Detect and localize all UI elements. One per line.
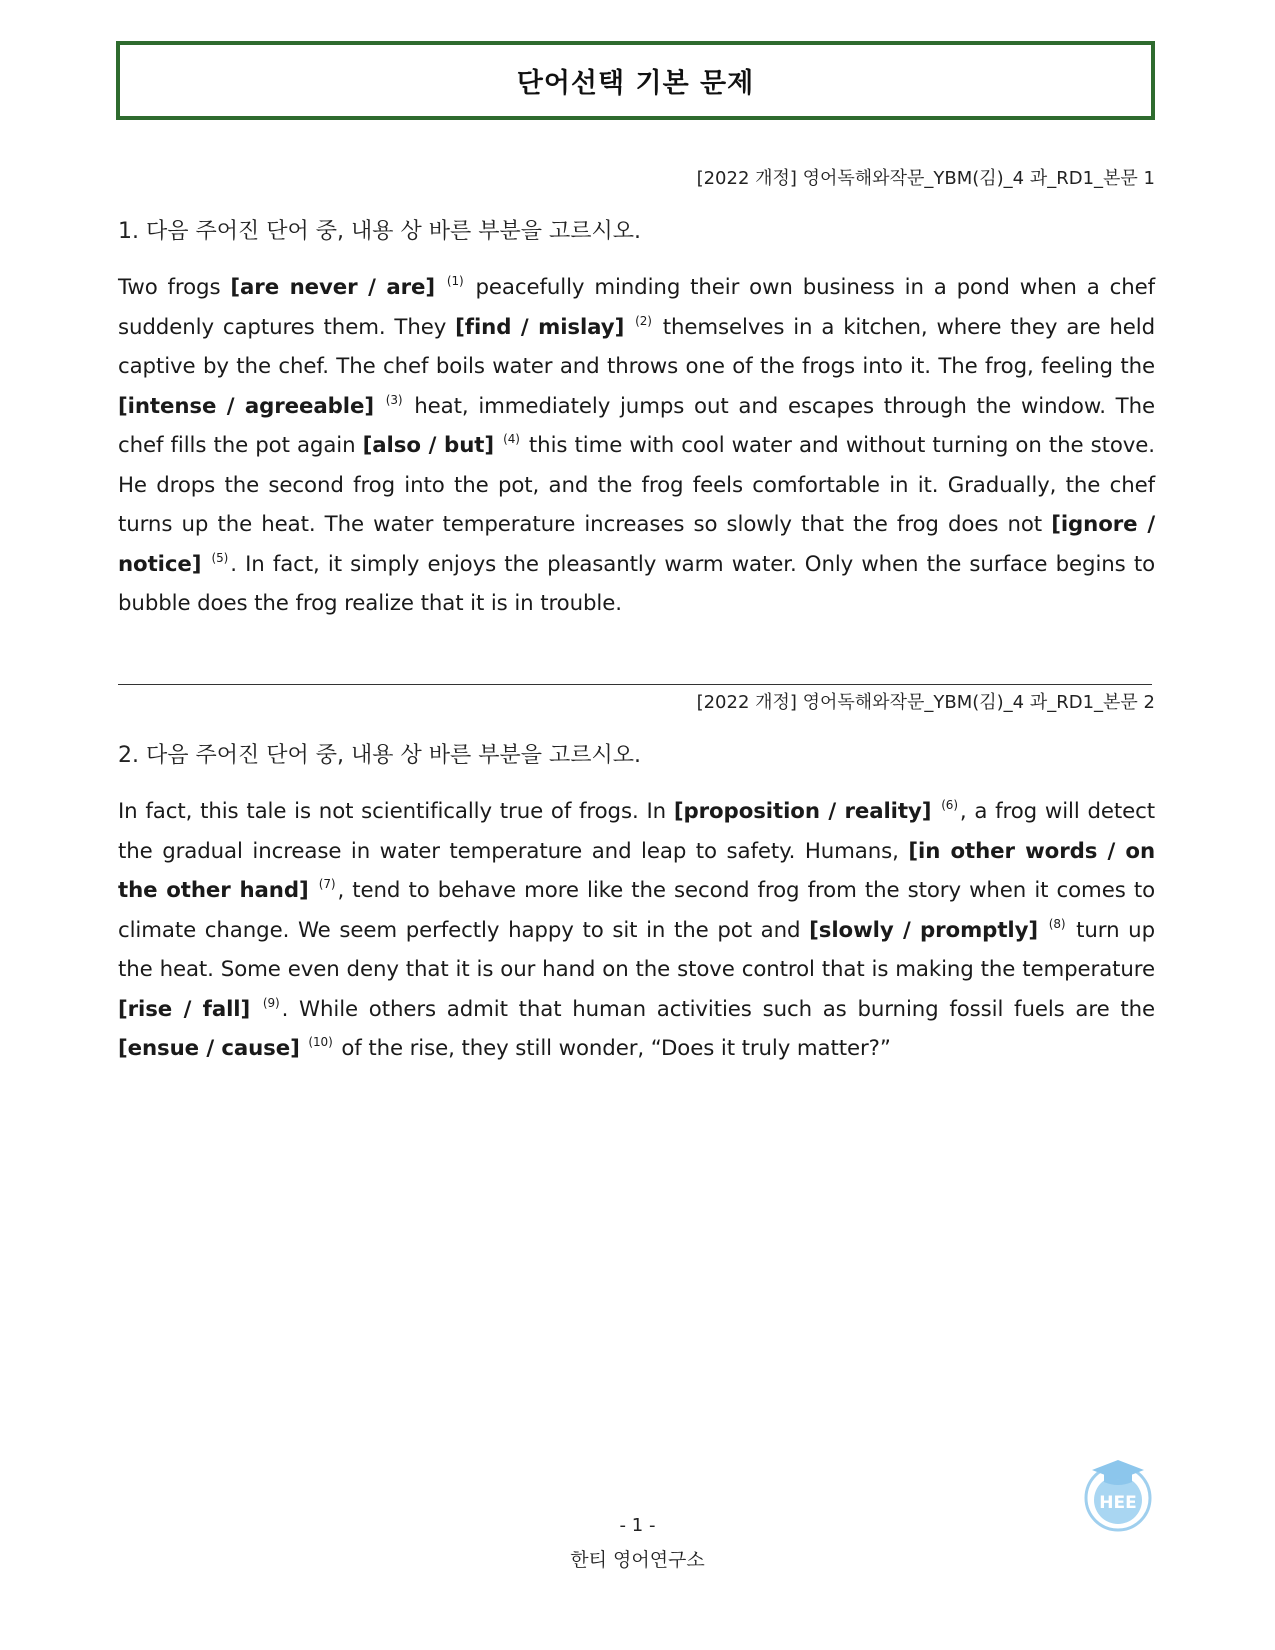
choice-number: (3) bbox=[385, 392, 403, 407]
choice-number: (2) bbox=[635, 313, 652, 328]
word-choice: [find / mislay] bbox=[455, 314, 625, 340]
choice-number: (10) bbox=[308, 1035, 333, 1049]
choice-number: (1) bbox=[446, 274, 464, 288]
passage-text: peacefully minding their own business in a pond when a chef suddenly captures them. They bbox=[118, 275, 1156, 340]
choice-number: (7) bbox=[318, 877, 336, 891]
choice-number: (8) bbox=[1048, 916, 1066, 931]
word-choice: [ignore / notice] bbox=[118, 512, 1155, 577]
passage-text: heat, immediately jumps out and escapes through the window. The chef fills the pot again bbox=[118, 393, 1155, 458]
section-1-passage bbox=[118, 268, 1155, 624]
page-number: - 1 - bbox=[619, 1515, 656, 1536]
word-choice: [rise / fall] bbox=[118, 996, 251, 1022]
choice-number: (6) bbox=[941, 798, 958, 812]
choice-number: (9) bbox=[262, 995, 280, 1010]
section-1-question: 1. 다음 주어진 단어 중, 내용 상 바른 부분을 고르시오. bbox=[118, 219, 641, 244]
title-box bbox=[116, 41, 1155, 120]
passage-text: , tend to behave more like the second frog from the story when it comes to climate change. We seem perfectly happy to sit in the pot and bbox=[118, 878, 1155, 943]
passage-text: , a frog will detect the gradual increase in water temperature and leap to safety. Humans, bbox=[118, 799, 1155, 864]
section-2-passage bbox=[118, 792, 1155, 1069]
passage-text: this time with cool water and without turning on the stove. He drops the second frog into the pot, and the frog feels comfortable in it. Gradually, the chef turns up the heat. The water temperature increases so slowly that the frog does not bbox=[118, 433, 1155, 537]
choice-number: (5) bbox=[211, 550, 229, 565]
passage-text: Two frogs bbox=[118, 275, 231, 300]
hee-logo bbox=[1078, 1452, 1158, 1532]
page-title: 단어선택 기본 문제 bbox=[516, 68, 755, 99]
passage-text: themselves in a kitchen, where they are held captive by the chef. The chef boils water and throws one of the frogs into it. The frog, feeling the bbox=[118, 314, 1155, 379]
word-choice: [proposition / reality] bbox=[673, 799, 932, 824]
section-2-source: [2022 개정] 영어독해와작문_YBM(김)_4 과_RD1_본문 2 bbox=[696, 692, 1155, 713]
passage-text: turn up the heat. Some even deny that it is our hand on the stove control that is making the temperature bbox=[118, 917, 1155, 982]
passage-text: of the rise, they still wonder, “Does it truly matter?” bbox=[334, 1036, 891, 1061]
passage-text: . While others admit that human activities such as burning fossil fuels are the bbox=[281, 996, 1155, 1022]
passage-text: . In fact, it simply enjoys the pleasantly warm water. Only when the surface begins to bubble does the frog realize that it is in trouble. bbox=[118, 551, 1156, 616]
word-choice: [also / but] bbox=[362, 433, 494, 458]
choice-number: (4) bbox=[503, 432, 520, 446]
word-choice: [are never / are] bbox=[230, 275, 435, 300]
graduation-cap-icon bbox=[1092, 1460, 1144, 1480]
logo-text: HEE bbox=[1099, 1493, 1137, 1513]
section-2-question: 2. 다음 주어진 단어 중, 내용 상 바른 부분을 고르시오. bbox=[118, 743, 641, 768]
word-choice: [in other words / on the other hand] bbox=[118, 838, 1156, 903]
section-divider bbox=[118, 684, 1152, 685]
word-choice: [intense / agreeable] bbox=[118, 393, 374, 419]
word-choice: [slowly / promptly] bbox=[809, 917, 1039, 943]
footer-organization: 한티 영어연구소 bbox=[570, 1549, 705, 1571]
section-1-source: [2022 개정] 영어독해와작문_YBM(김)_4 과_RD1_본문 1 bbox=[696, 168, 1155, 189]
word-choice: [ensue / cause] bbox=[118, 1036, 300, 1061]
passage-text: In fact, this tale is not scientifically true of frogs. In bbox=[118, 799, 674, 824]
